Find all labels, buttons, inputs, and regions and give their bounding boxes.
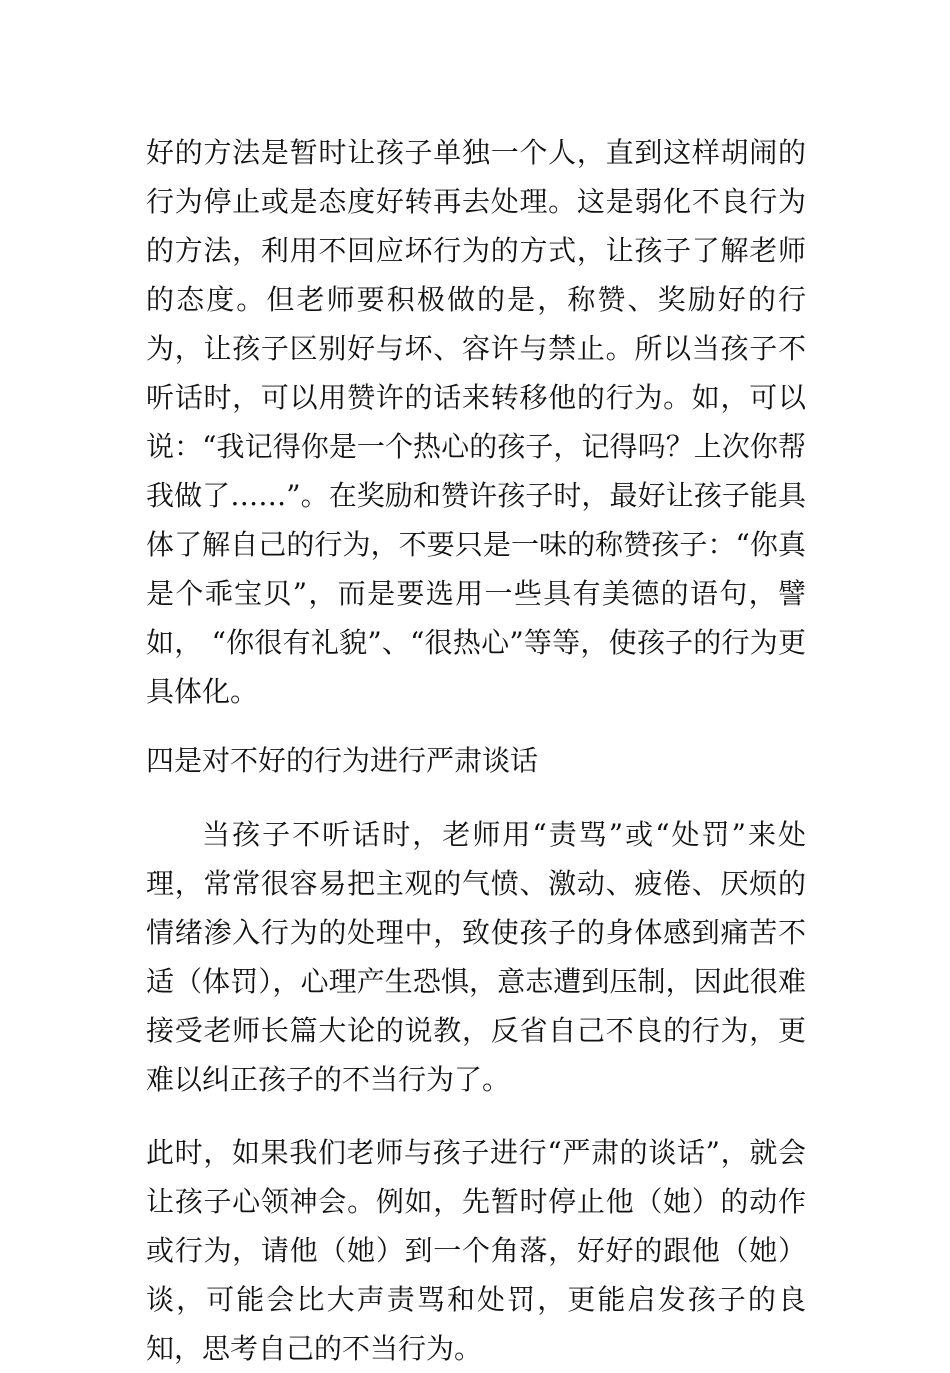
section-heading-serious-talk: 四是对不好的行为进行严肃谈话	[146, 744, 539, 777]
paragraph-scolding-punishment: 当孩子不听话时，老师用“责骂”或“处罚”来处理，常常很容易把主观的气愤、激动、疲倦、厌烦的情绪渗入行为的处理中，致使孩子的身体感到痛苦不适（体罚），心理产生恐惧，意志遭到压制，因此很难接受老师长篇大论的说教，反省自己不良的行为，更难以纠正孩子的不当行为了。	[146, 818, 806, 1096]
paragraph-serious-conversation: 此时，如果我们老师与孩子进行“严肃的谈话”，就会让孩子心领神会。例如，先暂时停止他（她）的动作或行为，请他（她）到一个角落，好好的跟他（她）谈，可能会比大声责骂和处罚，更能启发孩子的良知，思考自己的不当行为。	[146, 1136, 806, 1365]
paragraph-praise-good-behavior: 好的方法是暂时让孩子单独一个人，直到这样胡闹的行为停止或是态度好转再去处理。这是弱化不良行为的方法，利用不回应坏行为的方式，让孩子了解老师的态度。但老师要积极做的是，称赞、奖励好的行为，让孩子区别好与坏、容许与禁止。所以当孩子不听话时，可以用赞许的话来转移他的行为。如，可以说：“我记得你是一个热心的孩子，记得吗？上次你帮我做了……”。在奖励和赞许孩子时，最好让孩子能具体了解自己的行为，不要只是一味的称赞孩子：“你真是个乖宝贝”，而是要选用一些具有美德的语句，譬如， “你很有礼貌”、“很热心”等等，使孩子的行为更具体化。	[146, 136, 806, 708]
document-page	[146, 128, 806, 1373]
